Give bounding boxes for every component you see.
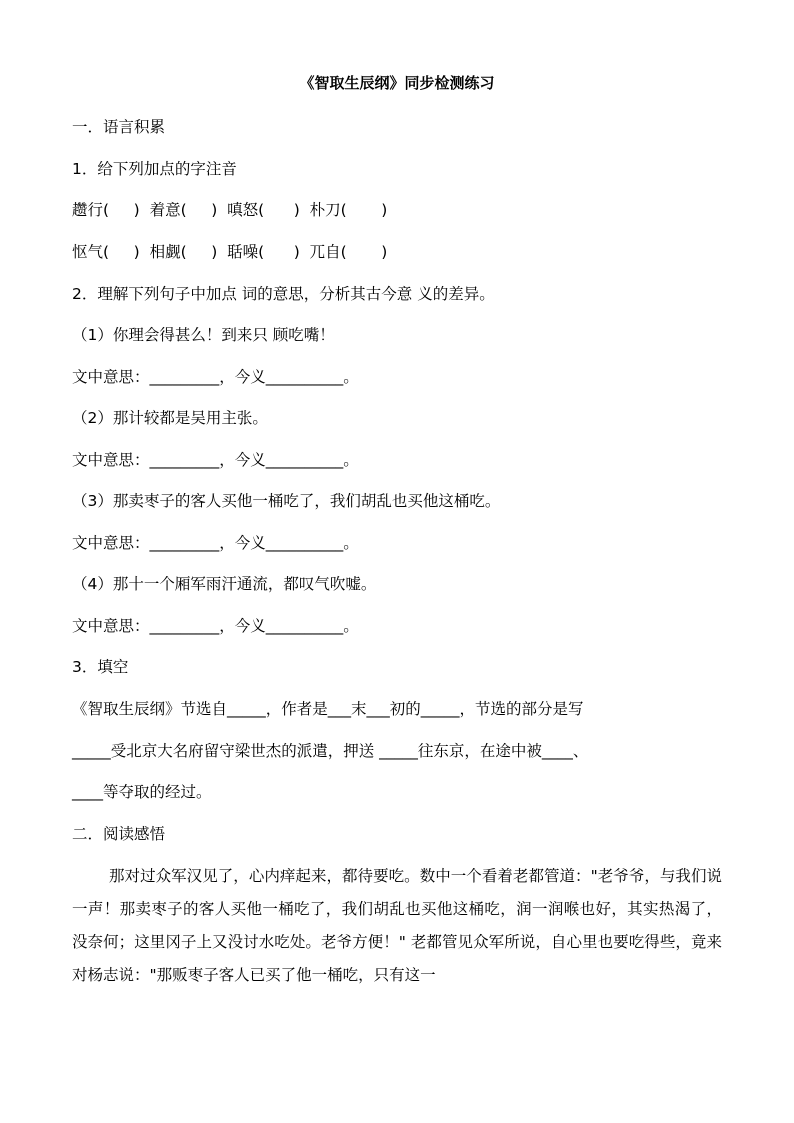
document-title: 《智取生辰纲》同步检测练习 [299,74,495,92]
section-heading-language: 一．语言积累 [72,118,166,136]
fill-blank-line-1: 《智取生辰纲》节选自_____，作者是___末___初的_____，节选的部分是写 [72,700,584,718]
answer-line-1: 文中意思：_________，今义__________。 [72,368,359,386]
question-1-prompt: 1．给下列加点的字注音 [72,160,237,178]
pinyin-row-2: 怄气( ) 相觑( ) 聒噪( ) 兀自( ) [72,243,388,261]
answer-line-3: 文中意思：_________，今义__________。 [72,534,359,552]
question-2-sentence-3: （3）那卖枣子的客人买他一桶吃了，我们胡乱也买他这桶吃。 [72,492,501,510]
question-2-sentence-2: （2）那计较都是吴用主张。 [72,409,268,427]
question-3-prompt: 3．填空 [72,658,129,676]
answer-line-4: 文中意思：_________，今义__________。 [72,617,359,635]
pinyin-row-1: 趱行( ) 着意( ) 嗔怒( ) 朴刀( ) [72,201,388,219]
answer-line-2: 文中意思：_________，今义__________。 [72,451,359,469]
fill-blank-line-2: _____受北京大名府留守梁世杰的派遣，押送 _____往东京，在途中被____、 [72,742,589,760]
reading-passage: 那对过众军汉见了，心内痒起来，都待要吃。数中一个看着老都管道："老爷爷，与我们说一声！那卖枣子的客人买他一桶吃了，我们胡乱也买他这桶吃，润一润喉也好，其实热渴了，没奈何；这里冈子上又没讨水吃处。老爷方便！" 老都管见众军所说，自心里也要吃得些，竟来对杨志说："那贩枣子客人已买了他一桶吃，只有这一 [72,867,722,984]
question-2-prompt: 2．理解下列句子中加点 词的意思，分析其古今意 义的差异。 [72,285,495,303]
question-2-sentence-1: （1）你理会得甚么！到来只 顾吃嘴！ [72,326,335,344]
question-2-sentence-4: （4）那十一个厢军雨汗通流，都叹气吹嘘。 [72,575,377,593]
fill-blank-line-3: ____等夺取的经过。 [72,783,212,801]
section-heading-reading: 二．阅读感悟 [72,825,166,843]
